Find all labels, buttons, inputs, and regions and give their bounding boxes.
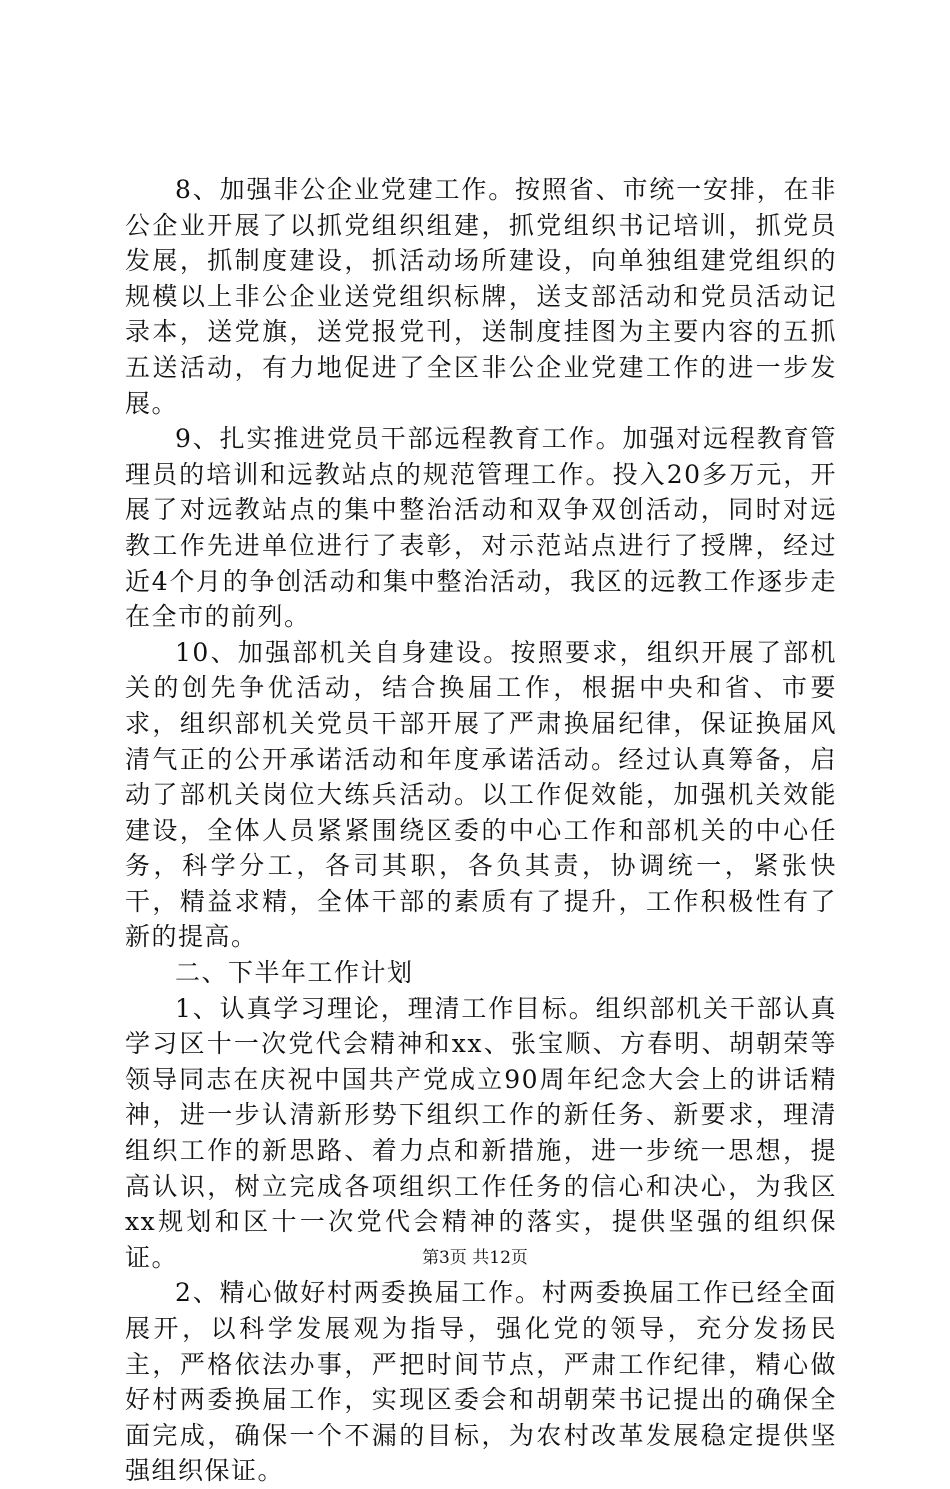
paragraph-remote-education: 9、扎实推进党员干部远程教育工作。加强对远程教育管理员的培训和远教站点的规范管理工作。投入20多万元，开展了对远教站点的集中整治活动和双争双创活动，同时对远教工作先进单位进行了表彰，对示范站点进行了授牌，经过近4个月的争创活动和集中整治活动，我区的远教工作逐步走在全市的前列。	[125, 424, 837, 632]
document-body	[125, 172, 837, 1489]
page-number-footer: 第3页 共12页	[422, 1248, 528, 1268]
paragraph-department-self-building: 10、加强部机关自身建设。按照要求，组织开展了部机关的创先争优活动，结合换届工作，根据中央和省、市要求，组织部机关党员干部开展了严肃换届纪律，保证换届风清气正的公开承诺活动和年度承诺活动。经过认真筹备，启动了部机关岗位大练兵活动。以工作促效能，加强机关效能建设，全体人员紧紧围绕区委的中心工作和部机关的中心任务，科学分工，各司其职，各负其责，协调统一，紧张快干，精益求精，全体干部的素质有了提升，工作积极性有了新的提高。	[125, 637, 837, 952]
paragraph-village-election: 2、精心做好村两委换届工作。村两委换届工作已经全面展开，以科学发展观为指导，强化党的领导，充分发扬民主，严格依法办事，严把时间节点，严肃工作纪律，精心做好村两委换届工作，实现区委会和胡朝荣书记提出的确保全面完成，确保一个不漏的目标，为农村改革发展稳定提供坚强组织保证。	[125, 1278, 837, 1486]
paragraph-study-theory: 1、认真学习理论，理清工作目标。组织部机关干部认真学习区十一次党代会精神和xx、张宝顺、方春明、胡朝荣等领导同志在庆祝中国共产党成立90周年纪念大会上的讲话精神，进一步认清新形势下组织工作的新任务、新要求，理清组织工作的新思路、着力点和新措施，进一步统一思想，提高认识，树立完成各项组织工作任务的信心和决心，为我区xx规划和区十一次党代会精神的落实，提供坚强的组织保证。	[125, 993, 837, 1272]
paragraph-nonpublic-enterprise-party-building: 8、加强非公企业党建工作。按照省、市统一安排，在非公企业开展了以抓党组织组建，抓党组织书记培训，抓党员发展，抓制度建设，抓活动场所建设，向单独组建党组织的规模以上非公企业送党组织标牌，送支部活动和党员活动记录本，送党旗，送党报党刊，送制度挂图为主要内容的五抓五送活动，有力地促进了全区非公企业党建工作的进一步发展。	[125, 175, 837, 418]
section-heading-second-half-plan: 二、下半年工作计划	[175, 958, 414, 988]
